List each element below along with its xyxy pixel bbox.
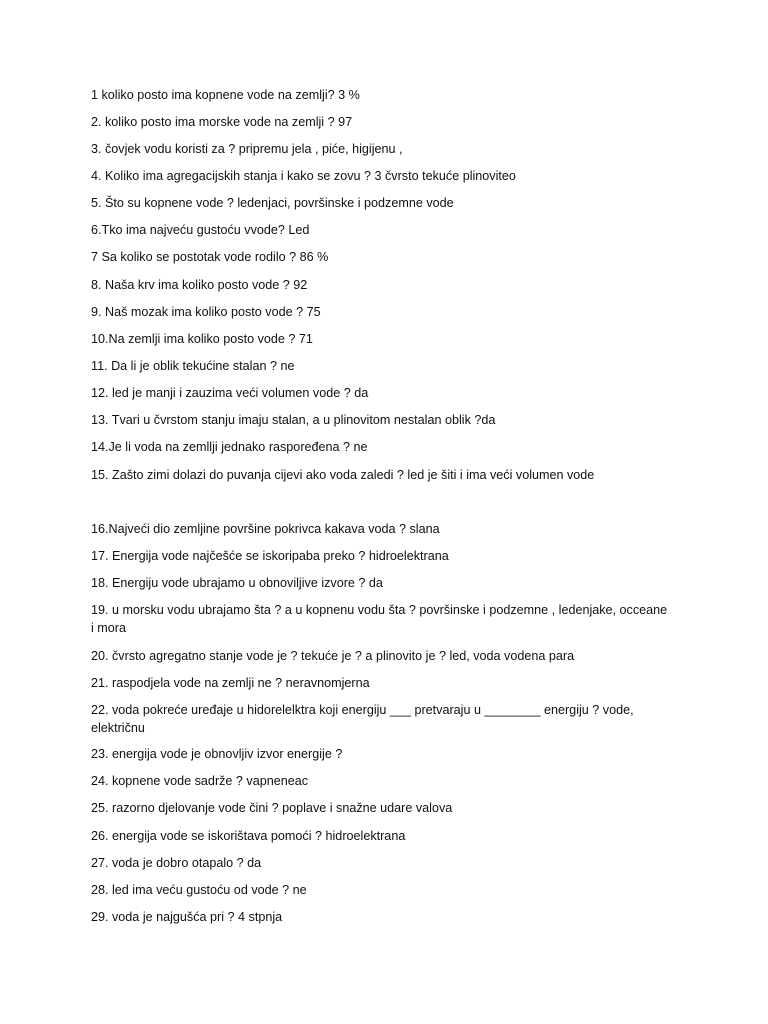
question-line-20: 20. čvrsto agregatno stanje vode je ? tekuće je ? a plinovito je ? led, voda vodena para — [91, 649, 575, 663]
question-line-17: 17. Energija vode najčešće se iskoripaba preko ? hidroelektrana — [91, 549, 449, 563]
question-line-29: 29. voda je najgušća pri ? 4 stpnja — [91, 910, 283, 924]
question-line-3: 3. čovjek vodu koristi za ? pripremu jela , piće, higijenu , — [91, 142, 403, 156]
question-line-1: 1 koliko posto ima kopnene vode na zemlji? 3 % — [91, 88, 360, 102]
question-line-2: 2. koliko posto ima morske vode na zemlji ? 97 — [91, 115, 353, 129]
question-line-11: 11. Da li je oblik tekućine stalan ? ne — [91, 359, 295, 373]
question-line-6: 6.Tko ima najveću gustoću vvode? Led — [91, 223, 310, 237]
question-line-24: 24. kopnene vode sadrže ? vapneneac — [91, 774, 309, 788]
question-line-5: 5. Što su kopnene vode ? ledenjaci, površinske i podzemne vode — [91, 196, 454, 210]
question-line-9: 9. Naš mozak ima koliko posto vode ? 75 — [91, 305, 321, 319]
question-line-28: 28. led ima veću gustoću od vode ? ne — [91, 883, 307, 897]
question-line-23: 23. energija vode je obnovljiv izvor energije ? — [91, 747, 343, 761]
question-line-26: 26. energija vode se iskorištava pomoći ? hidroelektrana — [91, 829, 406, 843]
question-line-14: 14.Je li voda na zemllji jednako raspoređena ? ne — [91, 440, 368, 454]
question-line-22: 22. voda pokreće uređaje u hidorelelktra koji energiju ___ pretvaraju u ________ energiju ? vode, električnu — [91, 703, 634, 735]
question-line-4: 4. Koliko ima agregacijskih stanja i kako se zovu ? 3 čvrsto tekuće plinoviteo — [91, 169, 516, 183]
question-line-15: 15. Zašto zimi dolazi do puvanja cijevi ako voda zaledi ? led je šiti i ima veći volumen vode — [91, 468, 595, 482]
question-line-8: 8. Naša krv ima koliko posto vode ? 92 — [91, 278, 308, 292]
question-line-19: 19. u morsku vodu ubrajamo šta ? a u kopnenu vodu šta ? površinske i podzemne , ledenjake, occeane i mora — [91, 603, 668, 635]
question-line-16: 16.Najveći dio zemljine površine pokrivca kakava voda ? slana — [91, 522, 440, 536]
question-line-12: 12. led je manji i zauzima veći volumen vode ? da — [91, 386, 369, 400]
question-line-27: 27. voda je dobro otapalo ? da — [91, 856, 262, 870]
question-line-21: 21. raspodjela vode na zemlji ne ? neravnomjerna — [91, 676, 370, 690]
question-line-13: 13. Tvari u čvrstom stanju imaju stalan, a u plinovitom nestalan oblik ?da — [91, 413, 496, 427]
question-line-18: 18. Energiju vode ubrajamo u obnoviljive izvore ? da — [91, 576, 383, 590]
question-line-25: 25. razorno djelovanje vode čini ? poplave i snažne udare valova — [91, 801, 453, 815]
question-line-7: 7 Sa koliko se postotak vode rodilo ? 86 % — [91, 250, 329, 264]
question-line-10: 10.Na zemlji ima koliko posto vode ? 71 — [91, 332, 313, 346]
